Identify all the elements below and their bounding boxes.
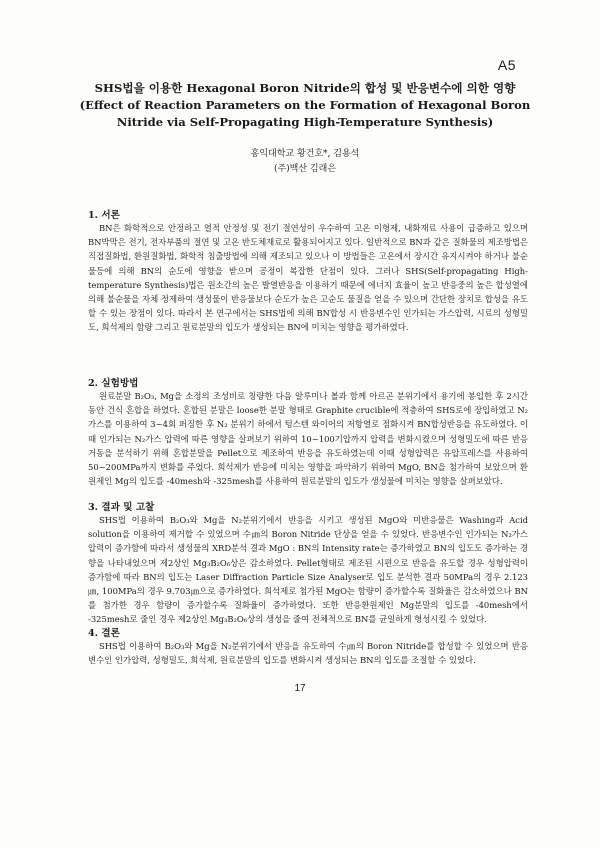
paragraph: SHS법 이용하여 B₂O₃와 Mg을 N₂분위기에서 반응을 시키고 생성된 MgO와 미반응물은 Washing과 Acid solution을 이용하여 제거할 수 있었으며 수㎛의 Boron Nitride 단상을 얻을 수 있었다. 반응변수인 인가되는 N₂가스 압력이 증가함에 따라서 생성물의 XRD분석 결과 MgO : BN의 Intensity rate는 증가하였고 BN의 입도도 증가하는 경향을 나타내었으며 제2상인 Mg₃B₂O₆상은 감소하였다. Pellet형태로 제조된 시편으로 반응을 유도할 경우 성형압력이 증가함에 따라 BN의 입도는 Laser Diffraction Particle Size Analyser로 입도 분석한 결과 50MPa의 경우 2.123㎛, 100MPa의 경우 9.703㎛으로 증가하였다. 희석제로 첨가된 MgO는 함량이 증가할수록 질화율은 감소하였으나 BN를 첨가한 경우 함량이 증가할수록 질화율이 증가하였다. 또한 반응환원제인 Mg분말의 입도를 -40mesh에서 -325mesh로 줄인 경우 제2상인 Mg₃B₂O₆상의 생성을 줄여 전체적으로 BN를 균일하게 형성시킬 수 있었다. (88, 515, 528, 625)
abstract-code: A5 (497, 57, 516, 73)
section-body-introduction (88, 221, 528, 335)
section-heading-conclusion: 4. 결론 (88, 628, 120, 639)
section-body-conclusion (88, 639, 528, 667)
author-block (60, 147, 550, 177)
author-line-2: (주)백산 김래은 (273, 164, 337, 174)
title-line-korean: SHS법을 이용한 Hexagonal Boron Nitride의 합성 및 반응변수에 의한 영향 (94, 81, 516, 95)
section-heading-introduction: 1. 서론 (88, 210, 120, 221)
section-body-results (88, 513, 528, 627)
section-body-methods (88, 389, 528, 488)
author-line-1: 홍익대학교 황건호*, 김용석 (250, 149, 360, 159)
paper-title (60, 80, 550, 131)
section-heading-results: 3. 결과 및 고찰 (88, 502, 155, 513)
section-heading-methods: 2. 실험방법 (88, 378, 139, 389)
paragraph: BN은 화학적으로 안정하고 열적 안정성 및 전기 절연성이 우수하여 고온 이형제, 내화재료 사용이 급증하고 있으며 BN박막은 전기, 전자부품의 절연 및 고온 반도체재료로 활용되어지고 있다. 일반적으로 BN과 같은 질화물의 제조방법은 직접질화법, 환원질화법, 화학적 침출방법에 의해 제조되고 있으나 이 방법들은 고온에서 장시간 유지시켜야 하거나 불순물등에 의해 BN의 순도에 영향을 받으며 공정이 복잡한 단점이 있다. 그러나 SHS(Self-propagating High-temperature Synthesis)법은 원소간의 높은 발열반응을 이용하기 때문에 에너지 효율이 높고 반응중의 높은 합성열에 의해 불순물을 자체 정제하여 생성물이 반응물보다 순도가 높은 고순도 물질을 얻을 수 있으며 간단한 장치로 합성을 유도할 수 있는 장점이 있다. 따라서 본 연구에서는 SHS법에 의해 BN합성 시 반응변수인 인가되는 가스압력, 시료의 성형밀도, 희석제의 함량 그리고 원료분말의 입도가 생성되는 BN에 미치는 영향을 평가하였다. (88, 223, 528, 333)
title-line-english-1: (Effect of Reaction Parameters on the Formation of Hexagonal Boron (79, 98, 531, 112)
paragraph: 원료분말 B₂O₃, Mg을 소정의 조성비로 칭량한 다음 알루미나 볼과 함께 아르곤 분위기에서 용기에 봉입한 후 2시간동안 건식 혼합을 하였다. 혼합된 분말은 loose한 분말 형태로 Graphite crucible에 적층하여 SHS로에 장입하였고 N₂가스를 이용하여 3~4회 퍼징한 후 N₂ 분위기 하에서 텅스텐 와이어의 저항열로 점화시켜 BN합성반응을 유도하였다. 이때 인가되는 N₂가스 압력에 따른 영향을 살펴보기 위하여 10~100기압까지 압력을 변화시켰으며 성형밀도에 따른 반응거동을 분석하기 위해 혼합분말을 Pellet으로 제조하여 반응을 유도하였는데 이때 성형압력은 유압프레스를 사용하여 50~200MPa까지 변화를 주었다. 희석제가 반응에 미치는 영향을 파악하기 위하여 MgO, BN을 첨가하여 보았으며 환원제인 Mg의 입도를 -40mesh와 -325mesh를 사용하여 원료분말의 입도가 생성물에 미치는 영향을 살펴보았다. (88, 391, 528, 487)
title-line-english-2: Nitride via Self-Propagating High-Temperature Synthesis) (116, 115, 494, 129)
paragraph: SHS법 이용하여 B₂O₃와 Mg을 N₂분위기에서 반응을 유도하여 수㎛의 Boron Nitride를 합성할 수 있었으며 반응변수인 인가압력, 성형밀도, 희석제, 원료분말의 입도를 변화시켜 생성되는 BN의 입도를 조절할 수 있었다. (88, 641, 528, 666)
page-number: 17 (294, 683, 306, 694)
